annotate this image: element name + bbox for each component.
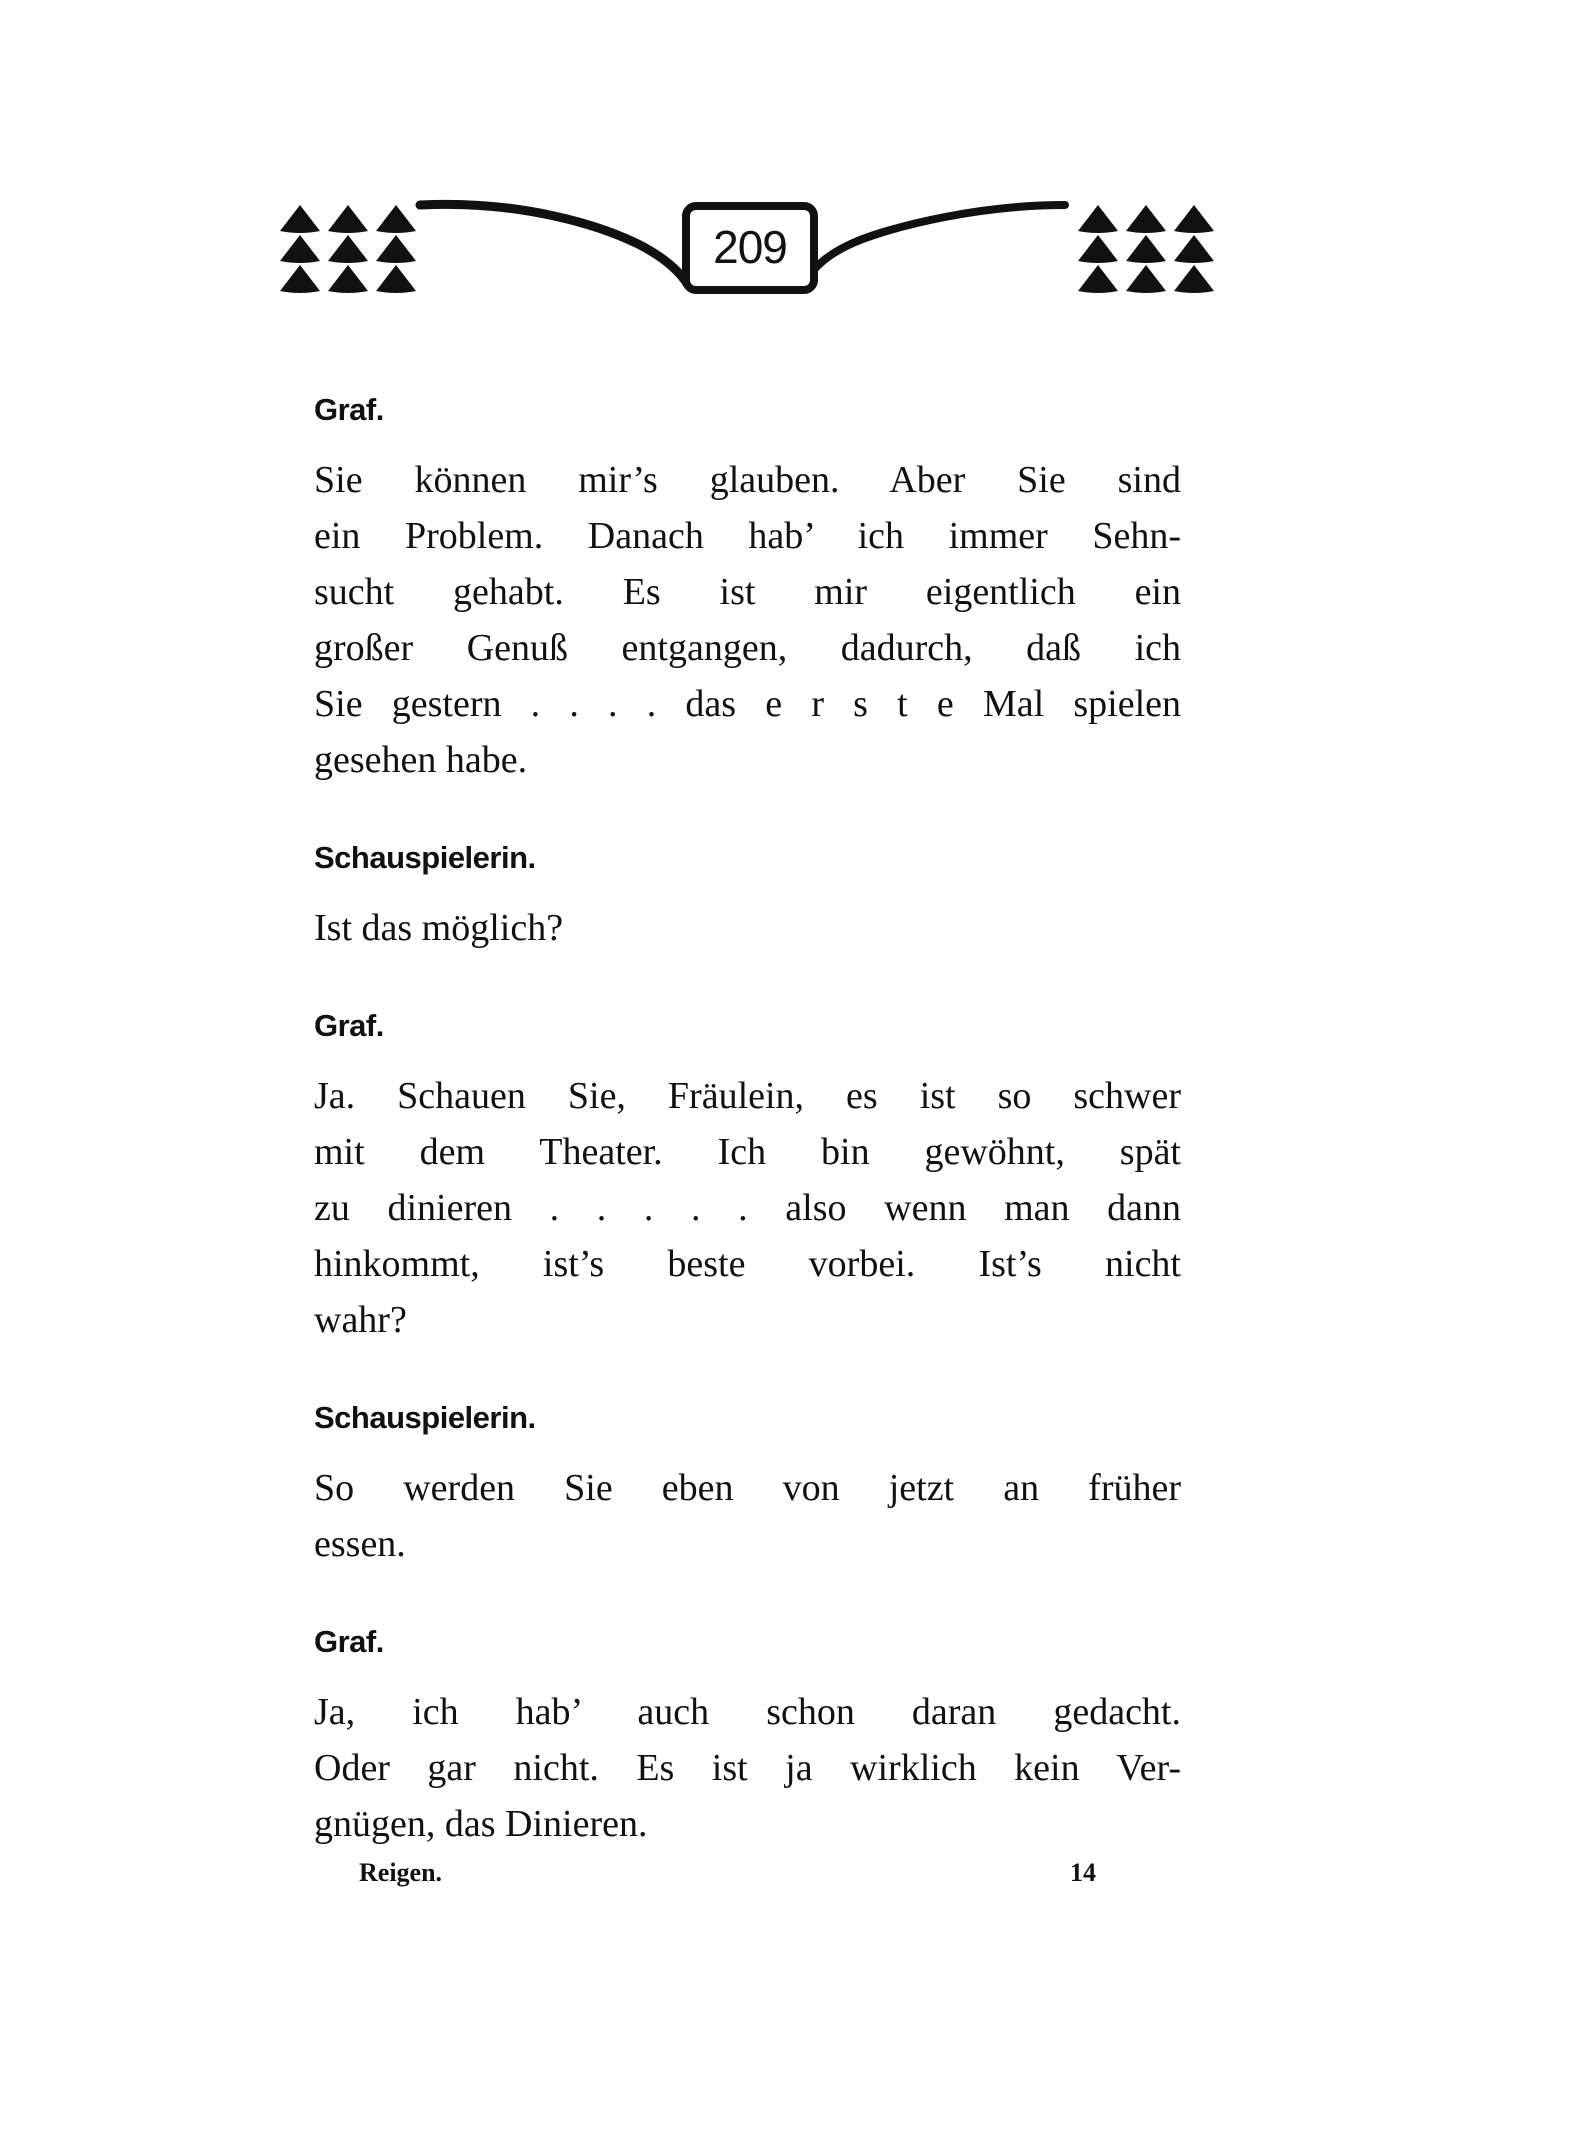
dialogue-block [314,382,1181,788]
left-triangle-cluster-icon [280,205,416,293]
triangle-icon [376,205,416,233]
speech-paragraph [314,900,1181,956]
text-line: essen. [314,1523,406,1565]
triangle-icon [1174,235,1214,263]
speaker-name: Graf. [314,1624,384,1659]
triangle-icon [280,235,320,263]
triangle-icon [1174,205,1214,233]
triangle-icon [1126,235,1166,263]
text-line: Sie gestern . . . . das e r s t e Mal spielen [314,683,1181,725]
text-line: ein Problem. Danach hab’ ich immer Sehn- [314,515,1181,557]
dialogue-block [314,998,1181,1348]
dialogue-block [314,830,1181,956]
triangle-icon [376,265,416,293]
dialogue [314,382,1181,1894]
triangle-icon [280,205,320,233]
text-line: sucht gehabt. Es ist mir eigentlich ein [314,571,1181,613]
text-line: zu dinieren . . . . . also wenn man dann [314,1187,1181,1229]
text-line: Oder gar nicht. Es ist ja wirklich kein Ver- [314,1747,1181,1789]
text-line: So werden Sie eben von jetzt an früher [314,1467,1181,1509]
triangle-icon [1126,265,1166,293]
signature-mark: 14 [1070,1858,1096,1887]
triangle-icon [1078,235,1118,263]
triangle-icon [328,235,368,263]
triangle-icon [1078,205,1118,233]
right-triangle-cluster-icon [1078,205,1214,293]
speech-paragraph [314,452,1181,788]
text-line: gnügen, das Dinieren. [314,1803,648,1845]
triangle-icon [328,265,368,293]
text-line: Ja, ich hab’ auch schon daran gedacht. [314,1691,1181,1733]
text-line: großer Genuß entgangen, dadurch, daß ich [314,627,1181,669]
footer-title: Reigen. [359,1858,443,1887]
speaker-name: Schauspielerin. [314,840,536,875]
speech-paragraph [314,1684,1181,1852]
text-line: gesehen habe. [314,739,528,781]
text-line: mit dem Theater. Ich bin gewöhnt, spät [314,1131,1181,1173]
triangle-icon [1174,265,1214,293]
right-swash [812,205,1065,272]
speaker-name: Schauspielerin. [314,1400,536,1435]
text-line: wahr? [314,1299,407,1341]
left-swash [420,204,688,285]
triangle-icon [328,205,368,233]
speech-paragraph [314,1460,1181,1572]
text-line: Sie können mir’s glauben. Aber Sie sind [314,459,1181,501]
triangle-icon [1126,205,1166,233]
text-line: Ja. Schauen Sie, Fräulein, es ist so schwer [314,1075,1181,1117]
speaker-name: Graf. [314,392,384,427]
text-line: hinkommt, ist’s beste vorbei. Ist’s nicht [314,1243,1181,1285]
speech-paragraph [314,1068,1181,1348]
page-number: 209 [713,221,787,273]
triangle-icon [376,235,416,263]
dialogue-block [314,1390,1181,1572]
triangle-icon [1078,265,1118,293]
triangle-icon [280,265,320,293]
speaker-name: Graf. [314,1008,384,1043]
text-line: Ist das möglich? [314,907,564,949]
dialogue-block [314,1614,1181,1852]
